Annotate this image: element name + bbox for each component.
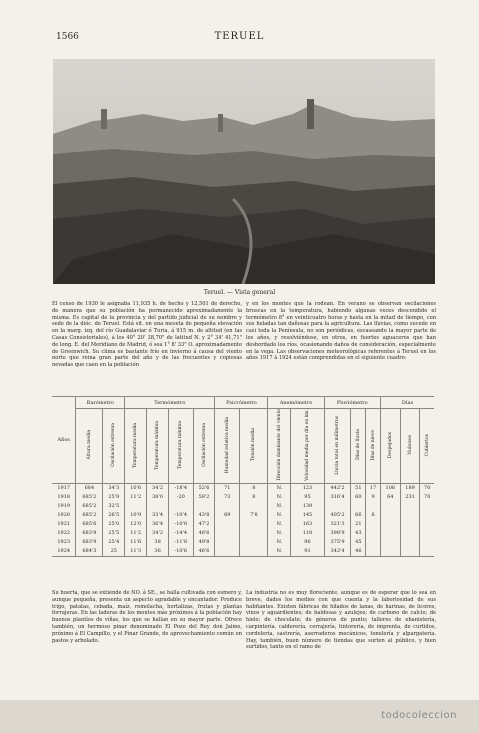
- table-cell: 163: [291, 520, 324, 529]
- table-cell: 683'9: [76, 529, 103, 538]
- table-cell: 60: [351, 493, 366, 502]
- table-cell: 12'0: [125, 520, 147, 529]
- table-cell: 1922: [52, 529, 76, 538]
- photo-caption: Teruel. — Vista general: [203, 289, 276, 296]
- col-header: Días de lluvia: [351, 409, 366, 484]
- table-cell: [366, 520, 381, 529]
- col-header: Dirección dominante del viento: [268, 409, 291, 484]
- table-cell: 189: [400, 483, 420, 493]
- table-cell: [240, 538, 268, 547]
- table-cell: 34'3: [103, 483, 125, 493]
- table-cell: [215, 529, 240, 538]
- table-cell: -20: [169, 493, 194, 502]
- table-row: [52, 511, 434, 520]
- table-cell: [420, 529, 434, 538]
- col-header: Cubiertos: [420, 409, 434, 484]
- table-cell: 10'6: [125, 483, 147, 493]
- table-cell: 96: [291, 538, 324, 547]
- table-cell: [366, 502, 381, 511]
- table-cell: 123: [291, 483, 324, 493]
- table-cell: [380, 511, 400, 520]
- table-cell: 32'5: [103, 502, 125, 511]
- col-header: Humedad relativa media: [215, 409, 240, 484]
- table-cell: [215, 520, 240, 529]
- table-cell: 43'8: [193, 511, 215, 520]
- group-header-barometro: Barómetro: [76, 397, 125, 409]
- table-cell: 11'6: [125, 538, 147, 547]
- table-cell: 49'8: [193, 538, 215, 547]
- table-cell: 38'0: [147, 493, 169, 502]
- table-cell: [324, 502, 351, 511]
- table-cell: 106: [380, 483, 400, 493]
- table-cell: 47'2: [193, 520, 215, 529]
- table-row: [52, 520, 434, 529]
- table-cell: -11'8: [169, 538, 194, 547]
- table-cell: 34'2: [147, 483, 169, 493]
- col-header: Despejados: [380, 409, 400, 484]
- table-cell: 52'6: [193, 483, 215, 493]
- page-title: TERUEL: [214, 31, 265, 42]
- table-cell: 442'2: [324, 483, 351, 493]
- table-cell: 139: [291, 502, 324, 511]
- watermark-bar: [0, 700, 479, 733]
- teruel-photo: [53, 59, 435, 284]
- table-cell: 685'2: [76, 493, 103, 502]
- col-header: Temperatura máxima: [147, 409, 169, 484]
- table-cell: 36: [147, 547, 169, 557]
- table-cell: 685'6: [76, 520, 103, 529]
- table-cell: 25: [103, 547, 125, 557]
- table-cell: 1920: [52, 511, 76, 520]
- col-header: Altura media: [76, 409, 103, 484]
- table-cell: 34'2: [147, 529, 169, 538]
- table-cell: 46: [351, 547, 366, 557]
- table-cell: [380, 520, 400, 529]
- town-view-image: [53, 59, 435, 284]
- table-cell: -10'6: [169, 547, 194, 557]
- table-cell: [420, 538, 434, 547]
- table-cell: 48'6: [193, 529, 215, 538]
- table-cell: 25'5: [103, 529, 125, 538]
- table-cell: 398'9: [324, 529, 351, 538]
- group-header-pluviometro: Pluviómetro: [324, 397, 380, 409]
- col-header-years: Años: [52, 397, 76, 484]
- table-cell: 1924: [52, 547, 76, 557]
- table-cell: 11'2: [125, 529, 147, 538]
- table-cell: [380, 529, 400, 538]
- table-cell: 375'9: [324, 538, 351, 547]
- table-cell: [400, 547, 420, 557]
- table-cell: -10'8: [169, 520, 194, 529]
- group-header-dias: Días: [380, 397, 434, 409]
- table-cell: 1921: [52, 520, 76, 529]
- table-cell: 342'4: [324, 547, 351, 557]
- table-cell: 1917: [52, 483, 76, 493]
- table-cell: [169, 502, 194, 511]
- col-header: Lluvia total en milímetros: [324, 409, 351, 484]
- table-cell: 17: [366, 483, 381, 493]
- col-header: Nubosos: [400, 409, 420, 484]
- col-header: Velocidad media por día en km.: [291, 409, 324, 484]
- table-cell: 43: [351, 529, 366, 538]
- table-cell: -18'4: [169, 483, 194, 493]
- table-cell: 1919: [52, 502, 76, 511]
- table-cell: 64: [380, 493, 400, 502]
- table-cell: -10'4: [169, 511, 194, 520]
- table-cell: 21: [351, 520, 366, 529]
- intro-left-column: El censo de 1930 le asignaba 11,935 h. de hecho y 12,501 de derecho, de manera que su población ha permanecido aproximadamente la misma. Es capital de la provincia y del partido judicial de su nombre y sede de la dióc. de Teruel. Está sit. en una meseta de pequeña elevación en la marg. izq. del río Guadalaviar ó Turia, á 915 m. de altitud (en las Casas Consistoriales), á los 40° 20' 38,70" de latitud N. y 2° 34' 41,71" de long. E. del Meridiano de Madrid, ó sea 1° 8' 33" O. aproximadamente de Greenwich. Su clima es bastante frío en invierno á causa del viento norte que reina gran parte del año y de las frecuentes y copiosas nevadas que caen en la población: [52, 301, 242, 369]
- table-cell: 71: [215, 483, 240, 493]
- table-cell: [125, 502, 147, 511]
- agriculture-paragraph: Su huerta, que se extiende de NO. á SE., se halla cultivada con esmero y, aunque pequeña, presenta un aspecto agradable y encantador. Produce trigo, patatas, cebada, maíz, remolacha, hortalizas, frutas y plantas forrajeras. En las laderas de los montes más próximos á la población hay buenos plantíos de viñas, los que se hallan en su mayor parte. Ofrece también, un hermoso pinar denominado El Pozo del Rey don Jaime, próximo á El Campillo, y el Pinar Grande, de aprovechamiento común en pastos y arbolado.: [52, 590, 242, 644]
- table-cell: 45: [351, 538, 366, 547]
- group-header-anemometro: Anemómetro: [268, 397, 324, 409]
- table-cell: [420, 520, 434, 529]
- table-cell: 684: [76, 483, 103, 493]
- table-row: [52, 483, 434, 493]
- table-cell: 73: [215, 493, 240, 502]
- table-cell: -14'4: [169, 529, 194, 538]
- table-cell: [400, 511, 420, 520]
- weather-table: [52, 396, 434, 557]
- col-header: Días de nieve: [366, 409, 381, 484]
- table-cell: [240, 502, 268, 511]
- table-cell: 95: [291, 493, 324, 502]
- table-cell: 321'3: [324, 520, 351, 529]
- table-cell: 33'4: [147, 511, 169, 520]
- group-header-psicrometro: Psicrómetro: [215, 397, 268, 409]
- table-row: [52, 538, 434, 547]
- page-number: 1566: [56, 32, 79, 42]
- table-cell: 316'4: [324, 493, 351, 502]
- table-cell: [215, 502, 240, 511]
- industry-paragraph: La industria no es muy floreciente, aunque es de esperar que lo sea en breve, dados los medios con que cuenta y la laboriosidad de sus habitantes. Existen fábricas de hilados de lanas, de harinas, de licores, vinos y aguardientes; de baldosas y azulejos; de carbono de calcio; de hielo; de chocolate; de géneros de punto; talleres de ebanistería, carpintería, calderería, cerrajería, tintorería, de imprenta, de curtidos, cordelería, sastrería, aserraderos mecánicos, tonelería y alpargatería. Hay, también, buen número de tiendas que surten al público, y bien surtidos, tanto en el ramo de: [246, 590, 436, 651]
- intro-right-column: y en los montes que la rodean. En verano se observan oscilaciones bruscas en la temperatura, habiendo algunas veces descendido el termómetro 8° en veinticuatro horas y hasta en la mitad de tiempo, con sus heladas tan dañosas para la agricultura. Las lluvias, como sucede en casi toda la Península, no son periódicas, escaseando la mayor parte de los años, y resolviéndose, en otros, en fuertes aguaceros que han desbordado los ríos, ocasionando daños de consideración, especialmente en la vega. Las observaciones meteorológicas referentes á Teruel en los años 1917 á 1924 están comprendidas en el siguiente cuadro:: [246, 301, 436, 362]
- table-cell: [351, 502, 366, 511]
- table-cell: [380, 547, 400, 557]
- table-cell: [366, 547, 381, 557]
- col-header: Oscilación extrema: [193, 409, 215, 484]
- table-cell: [147, 502, 169, 511]
- table-cell: [400, 502, 420, 511]
- table-cell: [240, 547, 268, 557]
- table-cell: [240, 520, 268, 529]
- table-cell: 9: [366, 493, 381, 502]
- table-cell: 685'2: [76, 502, 103, 511]
- table-cell: 11'2: [125, 493, 147, 502]
- table-cell: 70: [424, 494, 431, 501]
- table-cell: 10'9: [125, 511, 147, 520]
- table-cell: 70: [424, 485, 431, 492]
- table-cell: 231: [400, 493, 420, 502]
- table-cell: 25'9: [103, 493, 125, 502]
- table-cell: N.: [268, 502, 291, 511]
- table-cell: N.: [268, 483, 291, 493]
- col-header: Temperatura media: [125, 409, 147, 484]
- table-cell: N.: [268, 538, 291, 547]
- table-cell: [366, 538, 381, 547]
- table-cell: [366, 529, 381, 538]
- table-cell: 66: [351, 511, 366, 520]
- table-cell: 1918: [52, 493, 76, 502]
- table-body: [52, 483, 434, 556]
- table-row: [52, 502, 434, 511]
- table-cell: N.: [268, 547, 291, 557]
- table-row: [52, 493, 434, 502]
- table-cell: [400, 520, 420, 529]
- table-cell: N.: [268, 520, 291, 529]
- table-cell: 11'3: [125, 547, 147, 557]
- table-cell: 26'5: [103, 511, 125, 520]
- table-cell: 145: [291, 511, 324, 520]
- table-cell: 36'4: [147, 520, 169, 529]
- table-cell: [420, 547, 434, 557]
- col-header: Oscilación extrema: [103, 409, 125, 484]
- col-header: Temperatura mínima: [169, 409, 194, 484]
- table-row: [52, 529, 434, 538]
- table-cell: [193, 502, 215, 511]
- watermark-text: todocoleccion: [381, 710, 457, 721]
- table-cell: 683'9: [76, 538, 103, 547]
- table-cell: [400, 529, 420, 538]
- table-cell: 8: [240, 483, 268, 493]
- table-cell: [380, 538, 400, 547]
- table-cell: N.: [268, 529, 291, 538]
- table-cell: 91: [291, 547, 324, 557]
- table-cell: [215, 547, 240, 557]
- table-cell: [400, 538, 420, 547]
- table-cell: [215, 538, 240, 547]
- table-cell: N.: [268, 511, 291, 520]
- table-cell: [240, 529, 268, 538]
- group-header-termometro: Termómetro: [125, 397, 215, 409]
- table-cell: 1923: [52, 538, 76, 547]
- table-cell: 51: [351, 483, 366, 493]
- table-cell: [420, 502, 434, 511]
- table-row: [52, 547, 434, 557]
- table-cell: [420, 511, 434, 520]
- table-cell: 38: [147, 538, 169, 547]
- col-header: Tensión media: [240, 409, 268, 484]
- table-cell: 405'2: [324, 511, 351, 520]
- table-cell: 25'0: [103, 520, 125, 529]
- table-cell: 25'4: [103, 538, 125, 547]
- table-cell: 69: [215, 511, 240, 520]
- table-cell: 684'3: [76, 547, 103, 557]
- table-cell: 685'2: [76, 511, 103, 520]
- table-cell: [380, 502, 400, 511]
- table-cell: 8: [240, 493, 268, 502]
- table-cell: N.: [268, 493, 291, 502]
- table-cell: 118: [291, 529, 324, 538]
- table-cell: 58'2: [193, 493, 215, 502]
- table-cell: 7'8: [240, 511, 268, 520]
- table-cell: 6: [366, 511, 381, 520]
- table-cell: 46'6: [193, 547, 215, 557]
